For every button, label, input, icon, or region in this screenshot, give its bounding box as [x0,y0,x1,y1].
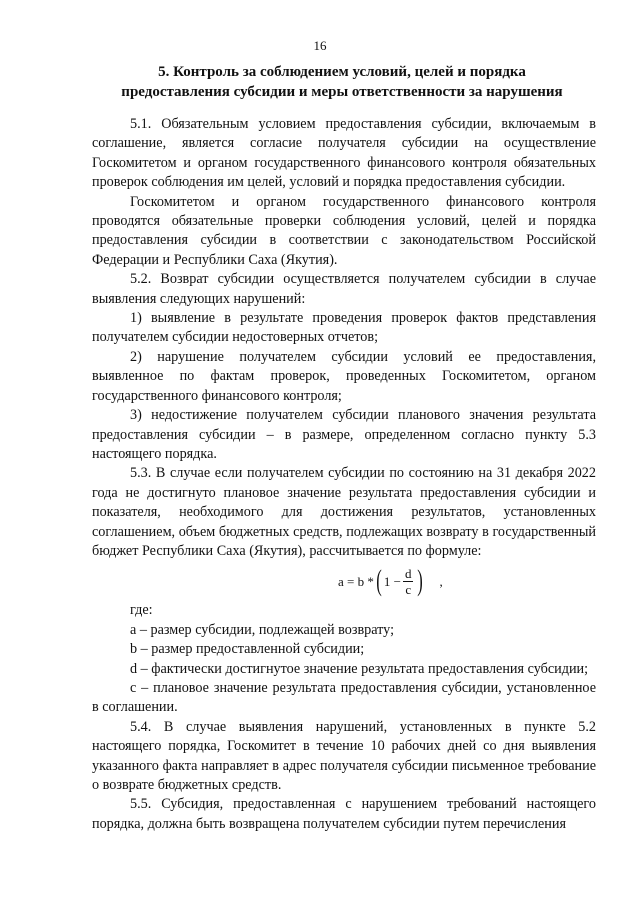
heading-line-2: предоставления субсидии и меры ответственности за нарушения [121,84,563,100]
definition-b: b – размер предоставленной субсидии; [130,641,365,658]
formula-row [92,561,596,601]
paragraph-5-2: 5.2. Возврат субсидии осуществляется получателем субсидии в случае выявления следующих нарушений: [92,271,596,307]
formula-numerator: d [404,565,412,581]
page-number: 16 [313,38,327,53]
list-item-2: 2) нарушение получателем субсидии условий ее предоставления, выявленное по фактам проверок, проведенных Госкомитетом, органом государственного финансового контроля; [92,348,596,404]
formula-trailing-comma: , [439,573,443,589]
definition-c: c – плановое значение результата предоставления субсидии, установленное в соглашении. [92,679,596,716]
formula-denominator: c [405,581,412,597]
definition-d: d – фактически достигнутое значение результата предоставления субсидии; [130,660,589,677]
paragraph-5-5: 5.5. Субсидия, предоставленная с нарушением требований настоящего порядка, должна быть возвращена получателем субсидии путем перечисления [92,796,596,832]
paragraph-inspections: Госкомитетом и органом государственного финансового контроля проводятся обязательные проверки соблюдения условий, целей и порядка предоставления субсидии в соответствии с законодательством Российской Федерации и Республики Саха (Якутия). [92,193,596,268]
document-body [92,115,596,834]
list-item-3: 3) недостижение получателем субсидии планового значения результата предоставления субсидии – в размере, определенном согласно пункту 5.3 настоящего порядка. [92,407,596,462]
formula-open-paren: ( [376,564,382,598]
refund-formula [338,561,443,601]
formula-close-paren: ) [417,564,424,598]
paragraph-5-4: 5.4. В случае выявления нарушений, установленных в пункте 5.2 настоящего порядка, Госкомитет в течение 10 рабочих дней со дня выявления указанного факта направляет в адрес получателя субсидии письменное требование о возврате бюджетных средств. [92,718,596,793]
where-label: где: [130,602,153,619]
paragraph-5-1: 5.1. Обязательным условием предоставления субсидии, включаемым в соглашение, является согласие получателя субсидии на осуществление Госкомитетом и органом государственного финансового контроля обязательных проверок соблюдения им целей, условий и порядка предоставления субсидии. [92,116,596,191]
heading-line-1: 5. Контроль за соблюдением условий, целей и порядка [158,64,526,80]
paragraph-5-3: 5.3. В случае если получателем субсидии по состоянию на 31 декабря 2022 года не достигнуто плановое значение результата предоставления субсидии и показателя, необходимого для достижения результатов, установленных соглашением, объем бюджетных средств, подлежащих возврату в государственный бюджет Республики Саха (Якутия), рассчитывается по формуле: [92,465,596,559]
formula-fraction [403,566,414,597]
list-item-1: 1) выявление в результате проведения проверок фактов представления получателем субсидии недостоверных отчетов; [92,310,596,346]
section-heading [92,62,592,102]
definition-a: a – размер субсидии, подлежащей возврату; [130,621,395,638]
formula-lhs: a = b * [338,573,374,589]
formula-one-minus: 1 − [383,573,401,589]
